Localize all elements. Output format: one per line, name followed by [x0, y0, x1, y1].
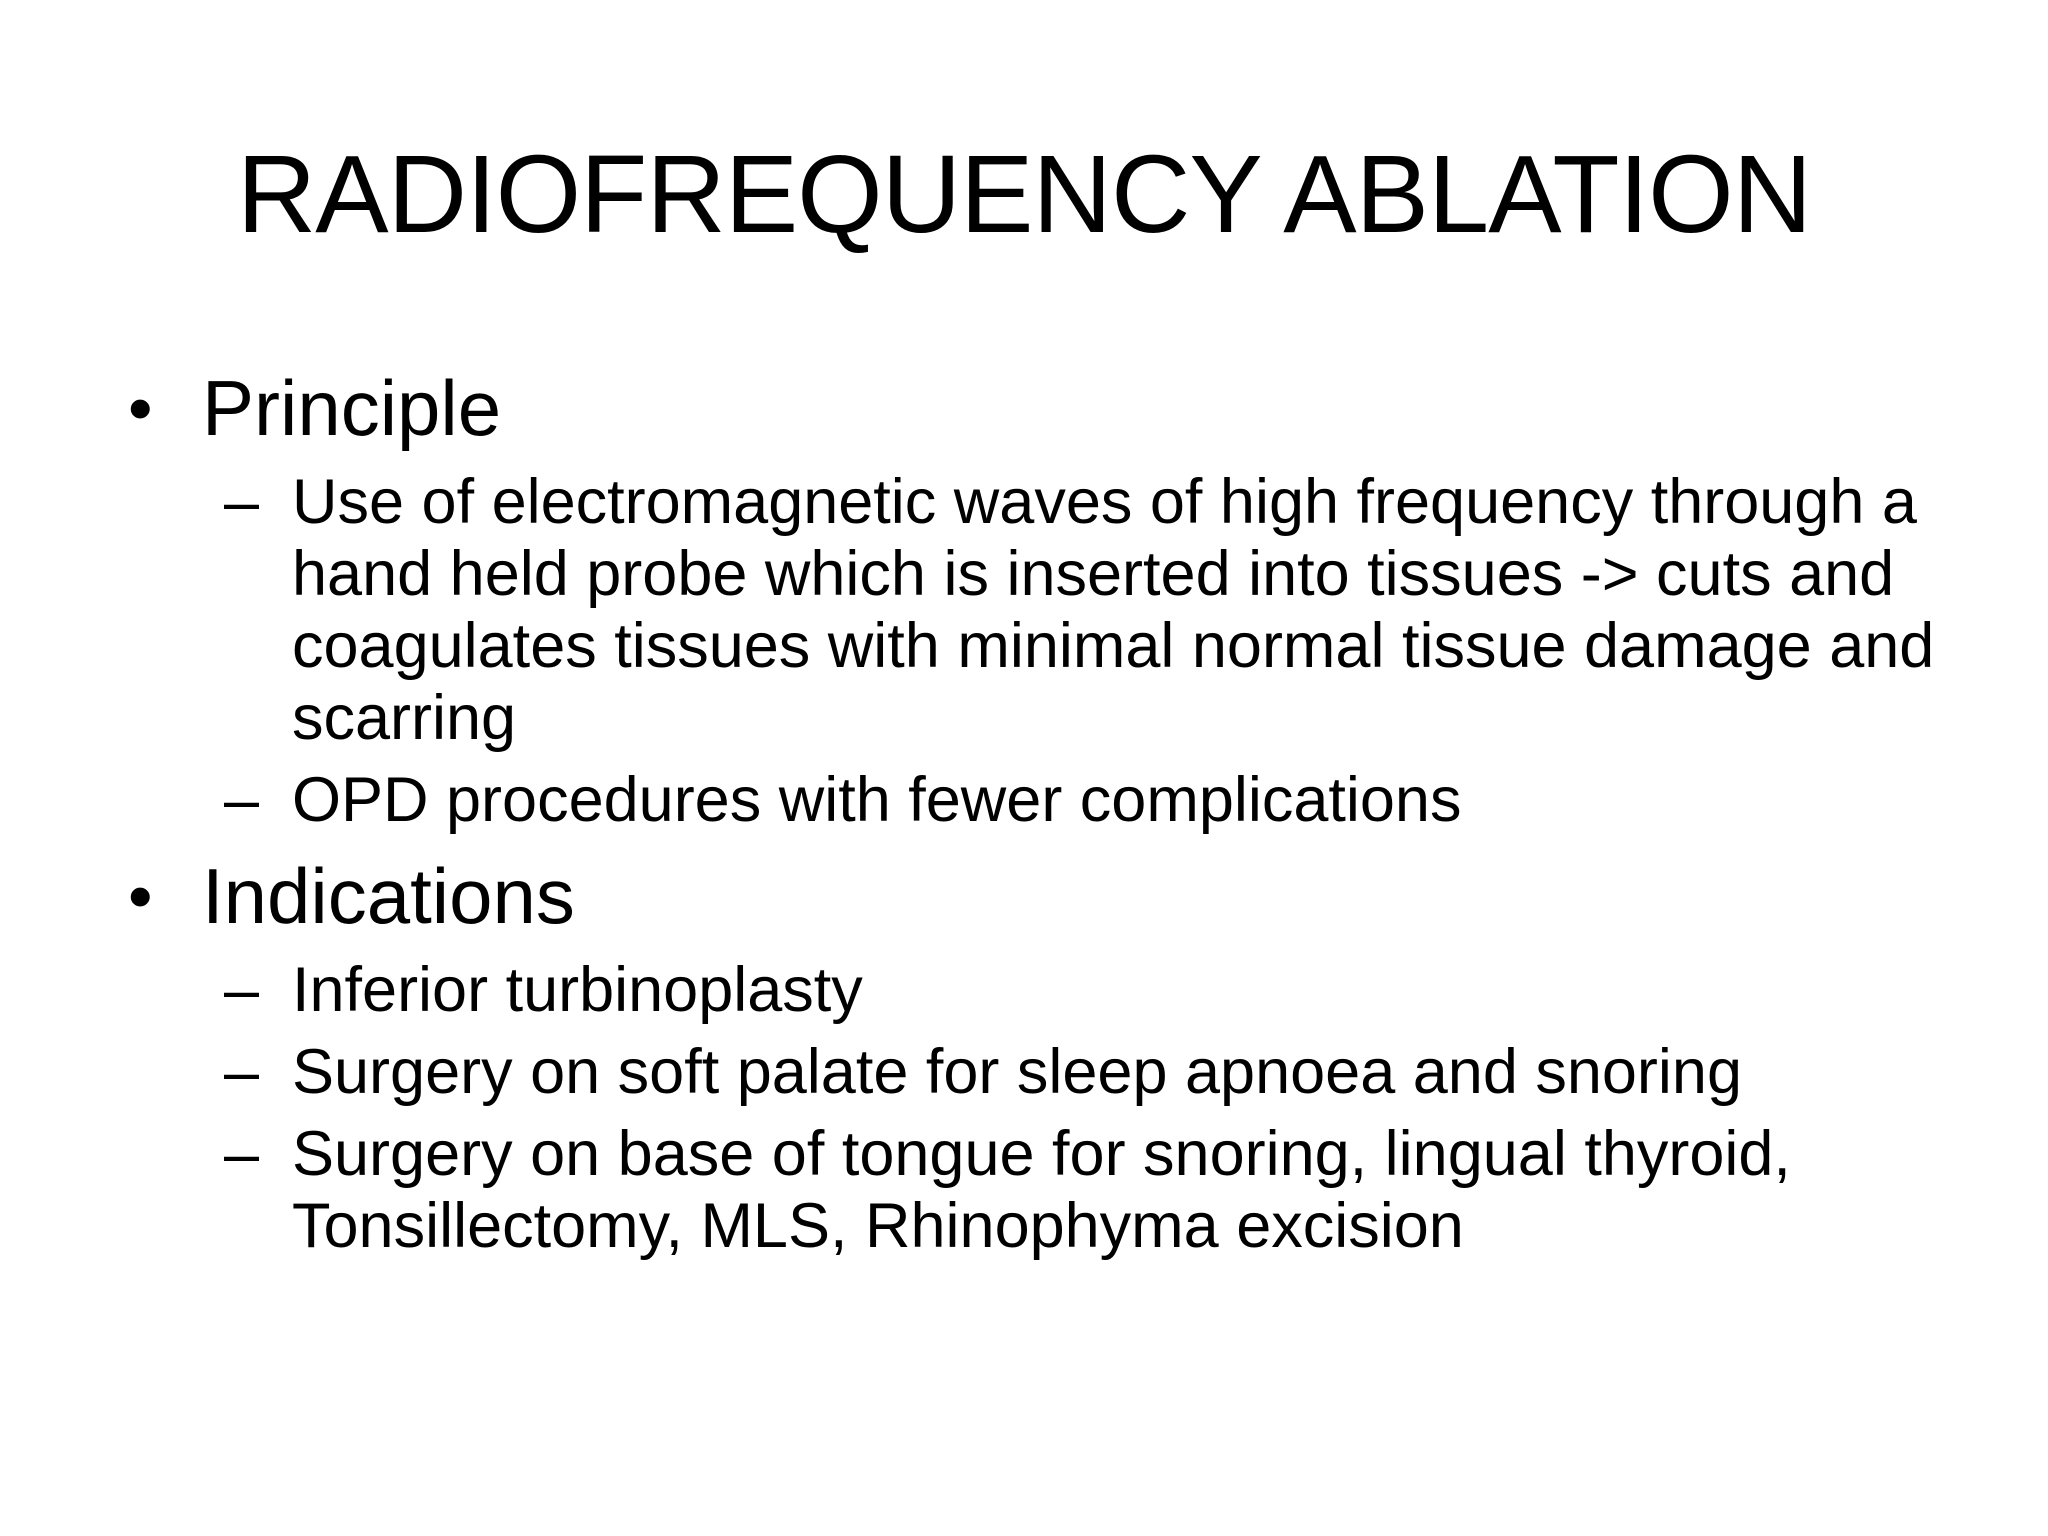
bullet-indications: [120, 848, 1940, 944]
bullet-dot: •: [128, 857, 153, 935]
dash-marker: –: [224, 765, 260, 835]
dash-marker: –: [224, 955, 260, 1025]
dash-marker: –: [224, 1037, 260, 1107]
bullet-principle: [120, 360, 1940, 456]
sub-bullet-indications-2: [120, 1036, 1940, 1108]
sub-bullet-text: Surgery on base of tongue for snoring, lingual thyroid, Tonsillectomy, MLS, Rhinophyma excision: [292, 1119, 1791, 1261]
indications-sub-list: [120, 954, 1940, 1262]
sub-bullet-indications-3: [120, 1118, 1940, 1262]
dash-marker: –: [224, 467, 260, 537]
slide-title: RADIOFREQUENCY ABLATION: [236, 133, 1812, 256]
sub-bullet-text: Surgery on soft palate for sleep apnoea and snoring: [292, 1037, 1742, 1107]
section-heading-indications: Indications: [202, 852, 575, 940]
sub-bullet-text: Use of electromagnetic waves of high frequency through a hand held probe which is inserted into tissues -> cuts and coagulates tissues with minimal normal tissue damage and scarring: [292, 467, 1935, 753]
principle-sub-list: [120, 466, 1940, 836]
sub-bullet-text: Inferior turbinoplasty: [292, 955, 863, 1025]
bullet-dot: •: [128, 369, 153, 447]
dash-marker: –: [224, 1119, 260, 1189]
sub-bullet-principle-2: [120, 764, 1940, 836]
sub-bullet-text: OPD procedures with fewer complications: [292, 765, 1462, 835]
section-heading-principle: Principle: [202, 364, 502, 452]
sub-bullet-principle-1: [120, 466, 1940, 754]
sub-bullet-indications-1: [120, 954, 1940, 1026]
slide-content: [120, 360, 1940, 1274]
